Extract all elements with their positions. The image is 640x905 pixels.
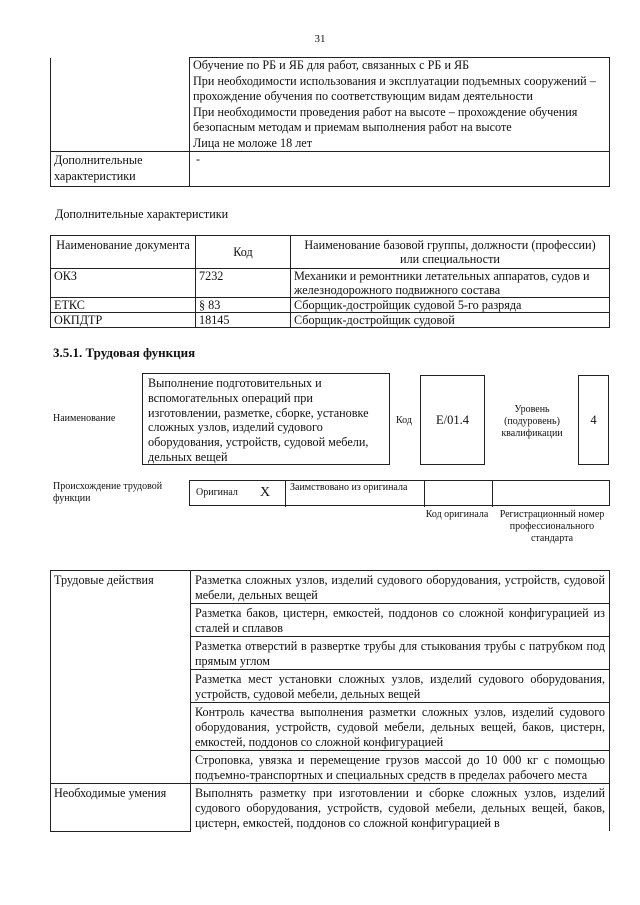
skill-item: Выполнять разметку при изготовлении и сборке сложных узлов, изделий судового оборудования, устройств, судовой мебели, дельных вещей, баков, цистерн, емкостей, поддонов со сложной конфигурацией в bbox=[191, 784, 610, 832]
table-row: ЕТКС § 83 Сборщик-достройщик судовой 5-го разряда bbox=[51, 298, 610, 313]
requirement-line: Обучение по РБ и ЯБ для работ, связанных с РБ и ЯБ bbox=[193, 58, 470, 72]
action-item: Разметка мест установки сложных узлов, изделий судового оборудования, устройств, судовой мебели, дельных вещей bbox=[191, 670, 610, 703]
requirements-cell bbox=[190, 58, 610, 152]
extra-characteristics-value: - bbox=[190, 152, 610, 187]
origin-label: Происхождение трудовой функции bbox=[53, 481, 163, 504]
code-label: Код bbox=[396, 415, 412, 426]
original-mark: X bbox=[260, 485, 271, 500]
column-header: Наименование базовой группы, должности (профессии) или специальности bbox=[291, 236, 610, 269]
table-row: ОКЗ 7232 Механики и ремонтники летательных аппаратов, судов и железнодорожного подвижного состава bbox=[51, 269, 610, 298]
section-title: 3.5.1. Трудовая функция bbox=[53, 345, 196, 360]
skills-label: Необходимые умения bbox=[51, 784, 191, 832]
level-label: Уровень (подуровень) квалификации bbox=[501, 404, 563, 439]
requirement-line: Лица не моложе 18 лет bbox=[193, 135, 313, 150]
level-value: 4 bbox=[578, 375, 609, 465]
requirement-line: При необходимости проведения работ на высоте – прохождение обучения безопасным методам и приемам выполнения работ на высоте bbox=[193, 104, 578, 134]
action-item: Разметка отверстий в развертке трубы для стыкования трубы с патрубком под прямым углом bbox=[191, 637, 610, 670]
additional-caption: Дополнительные характеристики bbox=[55, 207, 229, 221]
requirements-table bbox=[50, 57, 610, 187]
code-value: E/01.4 bbox=[420, 375, 485, 465]
table-row bbox=[51, 784, 610, 832]
additional-characteristics-table bbox=[50, 235, 610, 328]
function-name-label: Наименование bbox=[53, 413, 116, 424]
action-item: Строповка, увязка и перемещение грузов массой до 10 000 кг с помощью подъемно-транспортных и специальных средств в пределах рабочего места bbox=[191, 751, 610, 784]
actions-label: Трудовые действия bbox=[51, 571, 191, 784]
action-item: Разметка баков, цистерн, емкостей, поддонов со сложной конфигурацией из сталей и сплавов bbox=[191, 604, 610, 637]
labor-actions-table bbox=[50, 570, 610, 832]
reg-number-caption: Регистрационный номер профессионального стандарта bbox=[499, 509, 605, 544]
action-item: Контроль качества выполнения разметки сложных узлов, изделий судового оборудования, устройств, судовой мебели, дельных вещей, баков, цистерн, емкостей, поддонов со сложной конфигурацией bbox=[191, 703, 610, 751]
table-row bbox=[51, 571, 610, 604]
requirement-line: При необходимости использования и эксплуатации подъемных сооружений – прохождение обучения по соответствующим видам деятельности bbox=[193, 73, 596, 103]
column-header: Наименование документа bbox=[51, 236, 196, 269]
extra-characteristics-label: Дополнительные характеристики bbox=[51, 152, 190, 187]
function-name-value: Выполнение подготовительных и вспомогательных операций при изготовлении, разметке, сборке, установке сложных узлов, изделий судового оборудования, устройств, судовой мебели, дельных вещей bbox=[142, 373, 390, 465]
column-header: Код bbox=[196, 236, 291, 269]
action-item: Разметка сложных узлов, изделий судового оборудования, устройств, судовой мебели, дельных вещей bbox=[191, 571, 610, 604]
page-number: 31 bbox=[314, 33, 326, 45]
origin-row bbox=[189, 480, 610, 506]
table-row: ОКПДТР 18145 Сборщик-достройщик судовой bbox=[51, 313, 610, 328]
code-original-caption: Код оригинала bbox=[425, 509, 489, 520]
original-label: Оригинал bbox=[196, 487, 238, 498]
borrowed-label: Заимствовано из оригинала bbox=[290, 482, 408, 493]
